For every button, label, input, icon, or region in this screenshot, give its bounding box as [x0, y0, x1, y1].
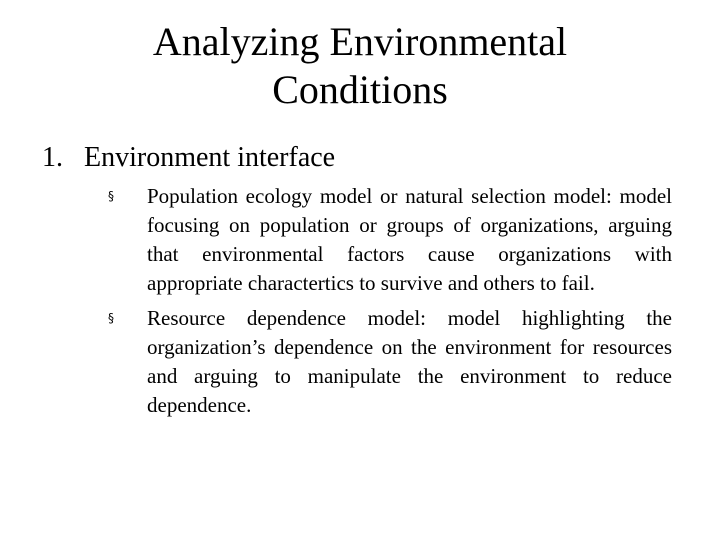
section-number: 1. [42, 142, 63, 173]
section-heading [42, 141, 335, 175]
bullet-list [108, 182, 672, 426]
section-heading-text: Environment interface [84, 142, 336, 173]
bullet-text: Population ecology model or natural selection model: model focusing on population or groups of organizations, arguing that environmental factors cause organizations with appropriate charactertics to survive and others to fail. [147, 184, 672, 295]
bullet-item [108, 304, 672, 420]
slide-title-line-1: Analyzing Environmental [152, 19, 568, 64]
bullet-marker-icon: § [108, 189, 114, 203]
bullet-item [108, 182, 672, 298]
slide-title-line-2: Conditions [272, 67, 448, 112]
bullet-marker-icon: § [108, 311, 114, 325]
slide-title [0, 18, 720, 114]
bullet-text: Resource dependence model: model highlighting the organization’s dependence on the environment for resources and arguing to manipulate the environment to reduce dependence. [147, 306, 672, 417]
